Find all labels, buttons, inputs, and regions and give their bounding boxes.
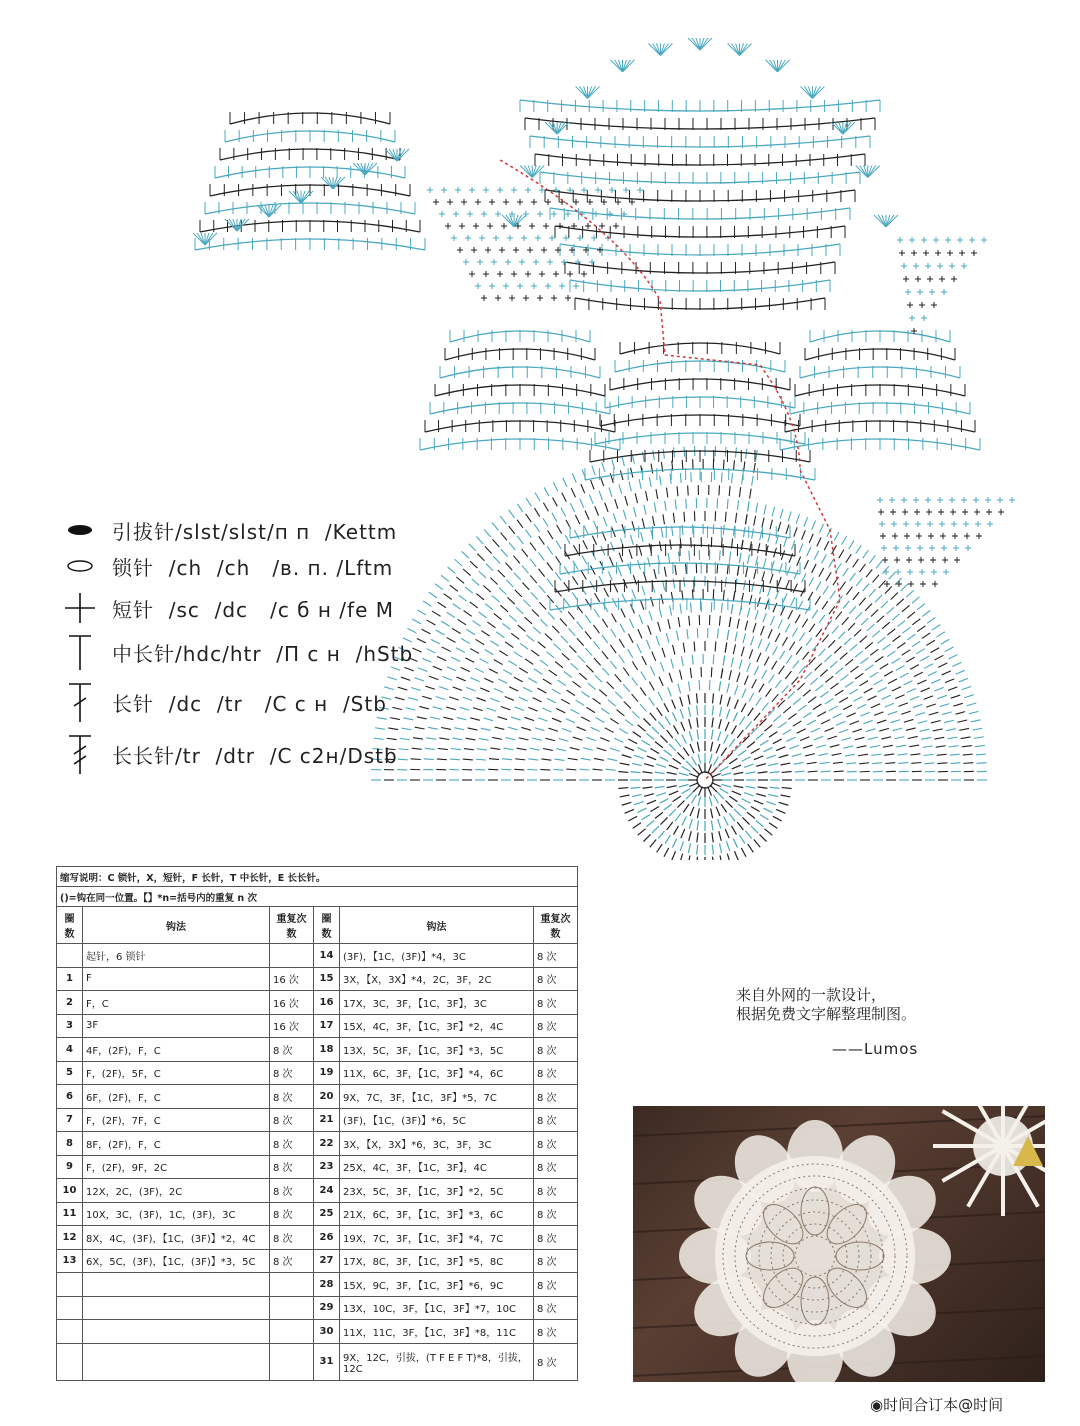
repeat-count: 8 次 [534, 1038, 578, 1062]
round-number [57, 944, 83, 968]
round-number: 16 [314, 991, 340, 1015]
repeat-count: 8 次 [270, 1108, 314, 1132]
stitch-instructions: 11X，11C，3F，【1C，3F】*8，11C [340, 1320, 534, 1344]
repeat-header: 重复次数 [534, 907, 578, 944]
table-row [57, 1249, 578, 1273]
treble-crochet-icon [60, 734, 100, 774]
stitch-instructions [83, 1296, 270, 1320]
stitch-instructions: F [83, 967, 270, 991]
round-number: 25 [314, 1202, 340, 1226]
table-row [57, 991, 578, 1015]
table-row [57, 1108, 578, 1132]
table-row [57, 1014, 578, 1038]
round-number [57, 1343, 83, 1380]
round-number: 27 [314, 1249, 340, 1273]
repeat-count: 16 次 [270, 991, 314, 1015]
round-number: 21 [314, 1108, 340, 1132]
table-note-row [57, 867, 578, 887]
credit-text [736, 986, 916, 1024]
round-number: 26 [314, 1226, 340, 1250]
stitch-instructions: 25X，4C，3F，【1C，3F】，4C [340, 1155, 534, 1179]
table-row [57, 1132, 578, 1156]
repeat-count: 8 次 [270, 1179, 314, 1203]
stitch-instructions: 21X，6C，3F，【1C，3F】*3，6C [340, 1202, 534, 1226]
repeat-count: 8 次 [534, 1226, 578, 1250]
repeat-count: 8 次 [270, 1202, 314, 1226]
round-number: 13 [57, 1249, 83, 1273]
round-number: 28 [314, 1273, 340, 1297]
stitch-header: 钩法 [83, 907, 270, 944]
table-row [57, 1085, 578, 1109]
repeat-count: 8 次 [534, 1132, 578, 1156]
stitch-instructions: 12X，2C，(3F)，2C [83, 1179, 270, 1203]
repeat-count: 8 次 [534, 1108, 578, 1132]
repeat-count: 8 次 [270, 1061, 314, 1085]
stitch-instructions: 9X，7C，3F，【1C，3F】*5，7C [340, 1085, 534, 1109]
stitch-instructions: 6F，(2F)，F，C [83, 1085, 270, 1109]
stitch-instructions: F，(2F)，9F，2C [83, 1155, 270, 1179]
round-number: 31 [314, 1343, 340, 1380]
round-number [57, 1320, 83, 1344]
repeat-count: 8 次 [270, 1085, 314, 1109]
pattern-table [56, 866, 578, 1381]
repeat-count: 8 次 [270, 1038, 314, 1062]
repeat-count: 8 次 [534, 1155, 578, 1179]
stitch-instructions: 15X，9C，3F，【1C，3F】*6，9C [340, 1273, 534, 1297]
legend-label: 引拔针/slst/slst/п п /Kettm [112, 519, 398, 544]
table-row [57, 1273, 578, 1297]
stitch-instructions: 17X，3C，3F，【1C，3F】，3C [340, 991, 534, 1015]
round-number: 22 [314, 1132, 340, 1156]
stitch-instructions: (3F)，【1C，(3F)】*4，3C [340, 944, 534, 968]
round-number: 9 [57, 1155, 83, 1179]
round-number: 17 [314, 1014, 340, 1038]
stitch-instructions [83, 1273, 270, 1297]
legend-row-double [60, 682, 387, 722]
stitch-instructions: 4F，(2F)，F，C [83, 1038, 270, 1062]
table-row [57, 1061, 578, 1085]
repeat-count: 16 次 [270, 1014, 314, 1038]
table-row [57, 1155, 578, 1179]
stitch-instructions: 13X，10C，3F，【1C，3F】*7，10C [340, 1296, 534, 1320]
weibo-icon: ◉ [870, 1396, 884, 1414]
repeat-count: 8 次 [534, 944, 578, 968]
stitch-instructions: 10X，3C，(3F)，1C，(3F)，3C [83, 1202, 270, 1226]
repeat-count: 8 次 [534, 1085, 578, 1109]
stitch-instructions: 3X，【X，3X】*4，2C，3F，2C [340, 967, 534, 991]
half-double-crochet-icon [60, 632, 100, 672]
round-number: 7 [57, 1108, 83, 1132]
abbreviation-note: 缩写说明：C 锁针，X，短针，F 长针，T 中长针，E 长长针。 [57, 867, 578, 887]
stitch-instructions [83, 1320, 270, 1344]
doily-image [633, 1106, 1045, 1382]
stitch-instructions: F，C [83, 991, 270, 1015]
round-header: 圈数 [314, 907, 340, 944]
repeat-count [270, 1343, 314, 1380]
repeat-count: 8 次 [534, 1202, 578, 1226]
repeat-count: 8 次 [534, 1343, 578, 1380]
table-row [57, 1226, 578, 1250]
repeat-count: 8 次 [534, 1179, 578, 1203]
table-row [57, 967, 578, 991]
round-number: 29 [314, 1296, 340, 1320]
repeat-count: 8 次 [534, 1061, 578, 1085]
repeat-header: 重复次数 [270, 907, 314, 944]
round-header: 圈数 [57, 907, 83, 944]
round-number: 15 [314, 967, 340, 991]
round-number [57, 1273, 83, 1297]
round-number: 11 [57, 1202, 83, 1226]
stitch-instructions [83, 1343, 270, 1380]
round-number: 24 [314, 1179, 340, 1203]
stitch-instructions: F，(2F)，5F，C [83, 1061, 270, 1085]
legend-row-single-crochet [60, 588, 394, 628]
stitch-instructions: (3F)，【1C，(3F)】*6，5C [340, 1108, 534, 1132]
stitch-instructions: 9X，12C，引拔，(T F E F T)*8，引拔，12C [340, 1343, 534, 1380]
repeat-count: 8 次 [270, 1226, 314, 1250]
chain-icon [60, 546, 100, 586]
legend-label: 锁针 /ch /ch /в. п. /Lftm [112, 555, 394, 580]
round-number: 18 [314, 1038, 340, 1062]
repeat-count: 8 次 [270, 1249, 314, 1273]
legend-label: 中长针/hdc/htr /П с н /hStb [112, 641, 414, 666]
repeat-count: 16 次 [270, 967, 314, 991]
repeat-count: 8 次 [534, 1249, 578, 1273]
stitch-instructions: 23X，5C，3F，【1C，3F】*2，5C [340, 1179, 534, 1203]
stitch-instructions: 8X，4C，(3F)，【1C，(3F)】*2，4C [83, 1226, 270, 1250]
repeat-count: 8 次 [534, 967, 578, 991]
repeat-count: 8 次 [534, 1296, 578, 1320]
repeat-count: 8 次 [270, 1155, 314, 1179]
legend-row-treble [60, 734, 398, 774]
watermark-text: 时间合订本@时间 [883, 1396, 1004, 1414]
slip-stitch-icon [60, 510, 100, 550]
round-number: 6 [57, 1085, 83, 1109]
table-row [57, 1343, 578, 1380]
table-note-row [57, 887, 578, 907]
stitch-instructions: 19X，7C，3F，【1C，3F】*4，7C [340, 1226, 534, 1250]
legend-label: 长针 /dc /tr /С с н /Stb [112, 691, 387, 716]
table-row [57, 1320, 578, 1344]
round-number: 14 [314, 944, 340, 968]
repeat-count: 8 次 [534, 1014, 578, 1038]
legend-label: 短针 /sc /dc /с б н /fe M [112, 597, 394, 622]
round-number: 8 [57, 1132, 83, 1156]
table-header-row [57, 907, 578, 944]
round-number: 2 [57, 991, 83, 1015]
stitch-instructions: 3F [83, 1014, 270, 1038]
round-number: 30 [314, 1320, 340, 1344]
stitch-instructions: 起针，6 锁针 [83, 944, 270, 968]
repeat-count: 8 次 [534, 1320, 578, 1344]
credit-author: ——Lumos [832, 1040, 919, 1058]
table-row [57, 944, 578, 968]
double-crochet-icon [60, 682, 100, 722]
round-number: 12 [57, 1226, 83, 1250]
stitch-instructions: 11X，6C，3F，【1C，3F】*4，6C [340, 1061, 534, 1085]
repeat-count [270, 1320, 314, 1344]
watermark [870, 1394, 1003, 1415]
stitch-instructions: 3X，【X，3X】*6，3C，3F，3C [340, 1132, 534, 1156]
stitch-header: 钩法 [340, 907, 534, 944]
stitch-instructions: 13X，5C，3F，【1C，3F】*3，5C [340, 1038, 534, 1062]
round-number: 10 [57, 1179, 83, 1203]
repeat-count [270, 1296, 314, 1320]
legend-row-chain [60, 546, 393, 586]
stitch-instructions: 17X，8C，3F，【1C，3F】*5，8C [340, 1249, 534, 1273]
round-number: 3 [57, 1014, 83, 1038]
stitch-instructions: 6X，5C，(3F)，【1C，(3F)】*3，5C [83, 1249, 270, 1273]
repeat-count [270, 1273, 314, 1297]
table-row [57, 1038, 578, 1062]
round-number: 19 [314, 1061, 340, 1085]
legend-row-half-double [60, 632, 413, 672]
repeat-count: 8 次 [534, 991, 578, 1015]
repeat-count [270, 944, 314, 968]
legend-label: 长长针/tr /dtr /С с2н/Dstb [112, 743, 398, 768]
round-number: 5 [57, 1061, 83, 1085]
round-number: 1 [57, 967, 83, 991]
credit-line: 根据免费文字解整理制图。 [736, 1005, 917, 1023]
table-row [57, 1296, 578, 1320]
single-crochet-icon [60, 588, 100, 628]
stitch-instructions: 8F，(2F)，F，C [83, 1132, 270, 1156]
legend-row-slip-stitch [60, 510, 397, 550]
round-number: 4 [57, 1038, 83, 1062]
round-number [57, 1296, 83, 1320]
table-row [57, 1179, 578, 1203]
table-row [57, 1202, 578, 1226]
stitch-instructions: F，(2F)，7F，C [83, 1108, 270, 1132]
stitch-instructions: 15X，4C，3F，【1C，3F】*2，4C [340, 1014, 534, 1038]
doily-photo [633, 1106, 1045, 1382]
bracket-note: ()=钩在同一位置。【】*n=括号内的重复 n 次 [57, 887, 578, 907]
round-number: 23 [314, 1155, 340, 1179]
round-number: 20 [314, 1085, 340, 1109]
credit-line: 来自外网的一款设计， [736, 986, 887, 1004]
repeat-count: 8 次 [270, 1132, 314, 1156]
repeat-count: 8 次 [534, 1273, 578, 1297]
